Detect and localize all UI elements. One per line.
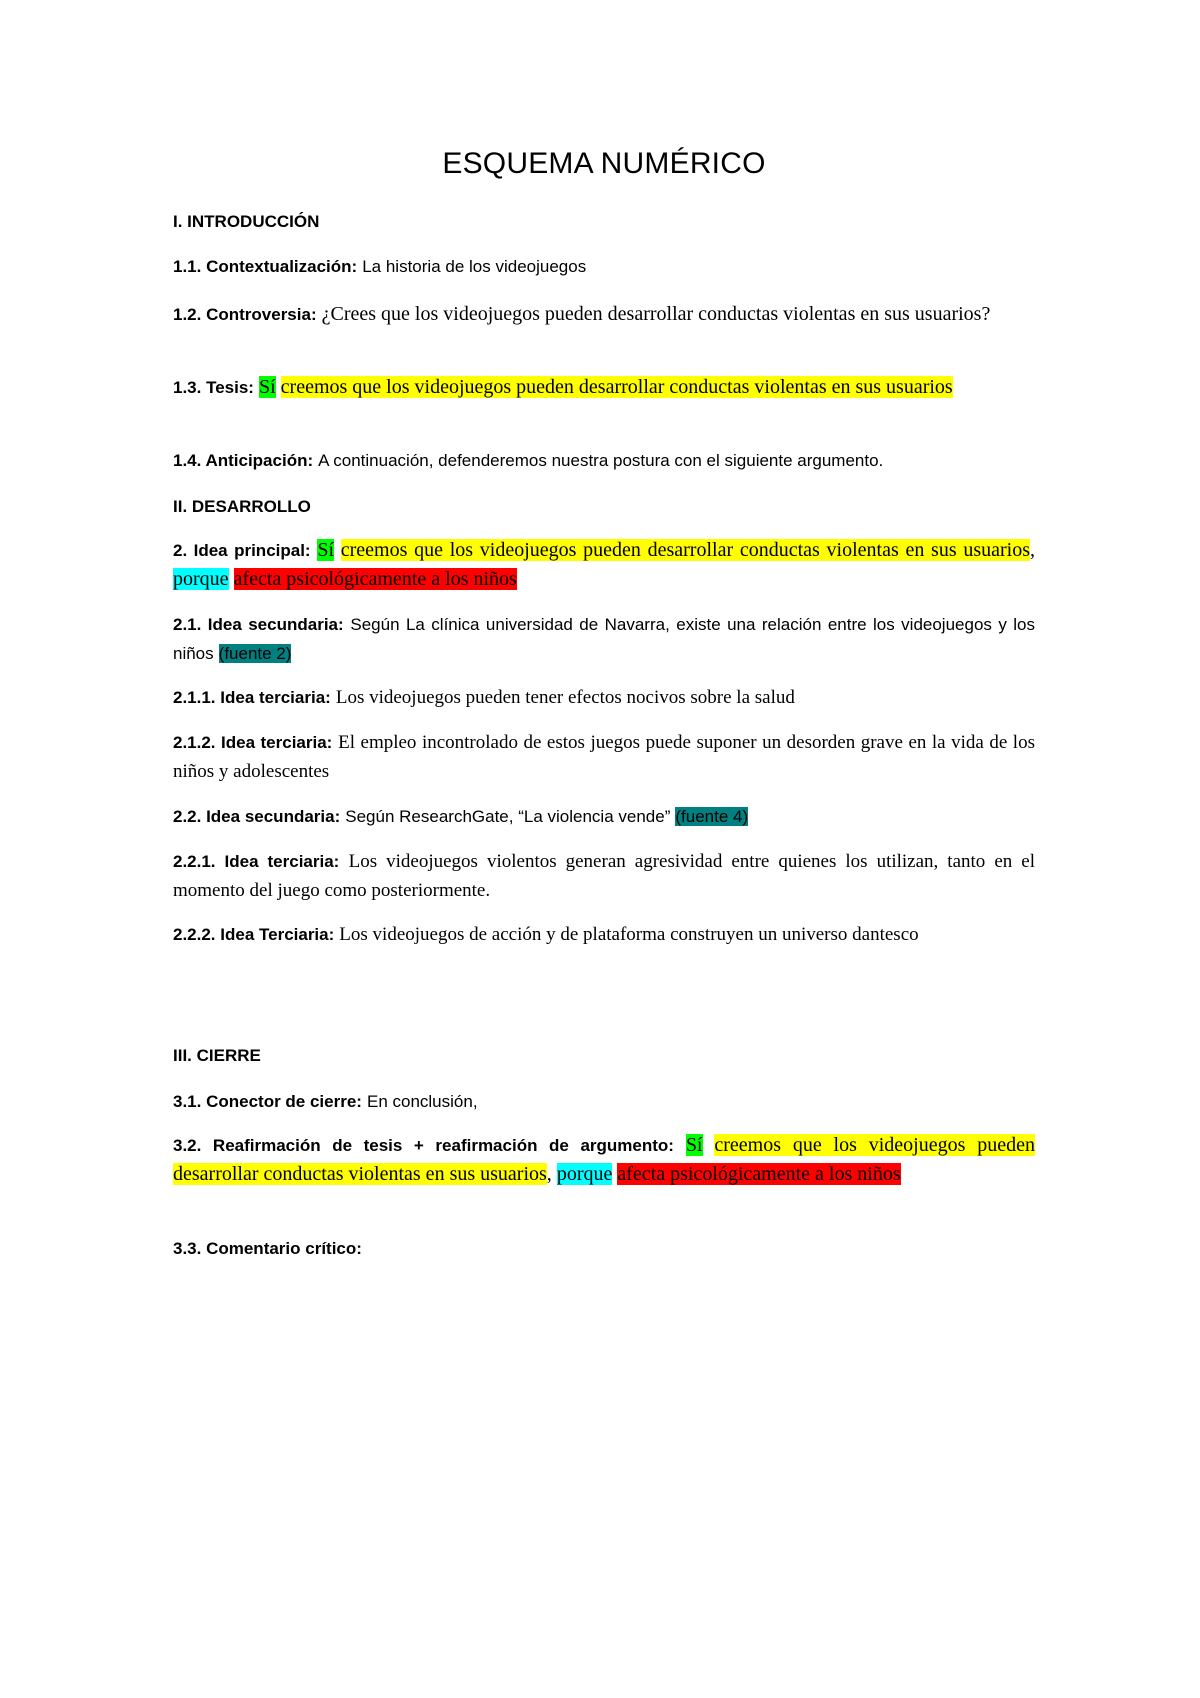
highlight-porque: porque [173,568,229,590]
item-text: Los videojuegos violentos generan agresividad entre quienes los utilizan, tanto en el momento del juego como posteriormente. [173,851,1035,901]
item-text: Los videojuegos pueden tener efectos nocivos sobre la salud [335,687,795,708]
item-2-2-1 [173,847,1035,905]
item-text: Los videojuegos de acción y de plataforma construyen un universo dantesco [339,924,919,945]
item-text: ¿Crees que los videojuegos pueden desarrollar conductas violentas en sus usuarios? [321,303,991,325]
item-1-1 [173,252,1035,281]
item-3-1 [173,1087,1035,1116]
highlight-tesis: creemos que los videojuegos pueden desarrollar conductas violentas en sus usuarios [340,539,1030,561]
source-badge: (fuente 2) [218,644,292,663]
highlight-si: Sí [685,1134,703,1156]
item-label: 3.2. Reafirmación de tesis + reafirmación de argumento: [173,1136,674,1155]
item-label: 1.3. Tesis: [173,378,254,397]
highlight-si: Sí [317,539,335,561]
comma: , [546,1163,552,1185]
highlight-si: Sí [258,376,276,398]
item-text: A continuación, defenderemos nuestra postura con el siguiente argumento. [318,451,884,470]
section-heading-introduccion: I. INTRODUCCIÓN [173,212,320,231]
item-label: 3.1. Conector de cierre: [173,1092,362,1111]
source-badge: (fuente 4) [675,807,749,826]
item-text: Según La clínica universidad de Navarra, existe una relación entre los videojuegos y los niños [173,615,1035,663]
item-label: 3.3. Comentario crítico: [173,1239,362,1258]
item-1-4 [173,446,1035,475]
item-label: 2.1.2. Idea terciaria: [173,733,333,752]
item-text: El empleo incontrolado de estos juegos puede suponer un desorden grave en la vida de los niños y adolescentes [173,732,1035,782]
section-heading-desarrollo: II. DESARROLLO [173,497,311,516]
item-1-2 [173,300,1035,329]
item-1-3 [173,373,1035,402]
item-label: 1.2. Controversia: [173,305,317,324]
item-text: Según ResearchGate, “La violencia vende” [345,807,671,826]
item-text: La historia de los videojuegos [362,257,587,276]
item-2-2 [173,802,1035,831]
item-label: 2.1.1. Idea terciaria: [173,688,331,707]
highlight-afecta: afecta psicológicamente a los niños [233,568,517,590]
item-2 [173,536,1035,593]
item-text: En conclusión, [366,1092,478,1111]
item-2-1-2 [173,728,1035,786]
item-3-3 [173,1234,1035,1263]
item-label: 2.2.1. Idea terciaria: [173,852,340,871]
item-label: 1.4. Anticipación: [173,451,314,470]
item-label: 2.1. Idea secundaria: [173,615,344,634]
highlight-tesis: creemos que los videojuegos pueden desarrollar conductas violentas en sus usuarios [280,376,953,398]
highlight-porque: porque [556,1163,613,1185]
item-label: 2.2.2. Idea Terciaria: [173,925,335,944]
item-2-1-1 [173,683,1035,712]
section-heading-cierre: III. CIERRE [173,1046,261,1065]
item-2-1 [173,610,1035,668]
item-2-2-2 [173,920,1035,949]
highlight-tesis: creemos que los videojuegos pueden desarrollar conductas violentas en sus usuarios [173,1134,1035,1185]
item-label: 2. Idea principal: [173,541,311,560]
item-label: 2.2. Idea secundaria: [173,807,341,826]
page-title: ESQUEMA NUMÉRICO [442,147,766,180]
highlight-afecta: afecta psicológicamente a los niños [617,1163,901,1185]
item-3-2 [173,1131,1035,1188]
item-label: 1.1. Contextualización: [173,257,358,276]
comma: , [1030,539,1035,561]
